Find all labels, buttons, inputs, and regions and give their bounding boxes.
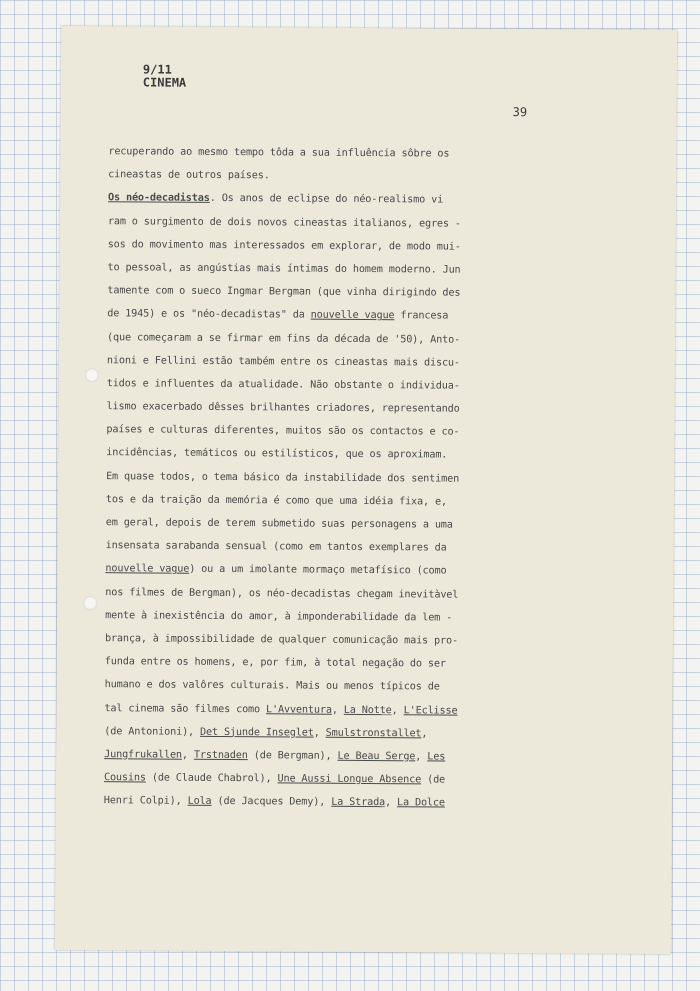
text-segment: to pessoal, as angústias mais íntimas do homem moderno. Jun — [107, 262, 461, 276]
text-segment: tal cinema são filmes como — [104, 702, 267, 715]
text-segment: , — [181, 749, 194, 761]
text-segment: , — [331, 704, 344, 716]
text-segment: (de Bergman), — [247, 750, 338, 762]
header-code: 9/11 — [142, 62, 172, 77]
underlined-text: Trstnaden — [193, 749, 248, 762]
text-line — [106, 442, 526, 468]
text-segment: recuperando ao mesmo tempo tôda a sua influência sôbre os — [108, 146, 450, 160]
text-line — [108, 140, 528, 166]
text-line — [108, 233, 528, 259]
text-segment: (de Antonioni), — [104, 725, 201, 738]
text-segment: em geral, depois de terem submetido suas personagens a uma — [105, 517, 453, 531]
text-segment: países e culturas diferentes, muitos são os contactos e co- — [106, 424, 460, 438]
text-line — [104, 743, 524, 769]
text-line — [108, 210, 528, 236]
typed-text-body — [104, 140, 529, 815]
text-line — [106, 418, 526, 444]
text-segment: funda entre os homens, e, por fim, à total negação do ser — [104, 656, 446, 670]
text-line — [105, 558, 525, 584]
text-segment: (que começaram a se firmar em fins da década de '50), Anto- — [107, 331, 461, 346]
text-segment: ram o surgimento de dois novos cineastas italianos, egres - — [107, 215, 461, 230]
text-segment: lismo exacerbado dêsses brilhantes criadores, representando — [106, 401, 460, 415]
text-segment: , — [385, 797, 398, 809]
text-segment: Henri Colpi), — [103, 795, 188, 808]
underlined-text: Le Beau Serge — [337, 750, 416, 763]
underlined-text: La Dolce — [396, 797, 445, 809]
text-segment: nioni e Fellini estão também entre os cineastas mais discu- — [106, 354, 460, 369]
text-segment: (de Jacques Demy), — [211, 796, 332, 809]
underlined-text: Les — [427, 751, 446, 763]
underlined-text: L'Avventura — [265, 703, 332, 716]
text-line — [106, 511, 526, 537]
underlined-text: nouvelle vague — [105, 563, 190, 576]
underlined-text: La Strada — [331, 797, 386, 809]
text-segment: incidências, temáticos ou estilísticos, que os aproximam. — [106, 447, 448, 462]
typed-page — [55, 26, 677, 954]
text-line — [105, 604, 525, 630]
text-segment: . Os anos de eclipse do néo-realismo vi — [209, 193, 444, 206]
underlined-text: Det Sjunde Inseglet — [200, 726, 314, 739]
text-line — [107, 279, 527, 305]
header-section: CINEMA — [142, 75, 187, 90]
punch-hole — [85, 368, 99, 382]
text-line — [107, 256, 527, 282]
underlined-text: Smulstronstallet — [325, 727, 422, 740]
text-line — [105, 650, 525, 676]
text-line — [106, 534, 526, 560]
text-segment: brança, à impossibilidade de qualquer comunicação mais pro- — [104, 633, 459, 647]
text-segment: tidos e influentes da atualidade. Não obstante o individua- — [106, 378, 460, 392]
text-segment: (de — [421, 774, 446, 786]
text-line — [105, 581, 525, 607]
underlined-text: Lola — [187, 796, 212, 808]
text-segment: , — [313, 727, 326, 739]
underlined-text: Une Aussi Longue Absence — [277, 773, 422, 786]
underlined-text: nouvelle vague — [310, 309, 395, 322]
text-segment: , — [415, 751, 428, 763]
text-segment: (de Claude Chabrol), — [145, 772, 278, 785]
text-line — [107, 303, 527, 329]
text-segment: insensata sarabanda sensual (como em tantos exemplares da — [105, 540, 447, 554]
text-segment: francesa — [394, 310, 449, 322]
text-segment: ) ou a um imolante mormaço metafísico (como — [189, 564, 447, 577]
text-segment: tamente com o sueco Ingmar Bergman (que vinha dirigindo des — [107, 285, 461, 299]
text-segment: de 1945) e os "néo-decadistas" da — [107, 308, 311, 321]
text-line — [104, 720, 524, 746]
underlined-text: Cousins — [103, 772, 146, 784]
text-line — [106, 395, 526, 421]
text-segment: , — [391, 704, 404, 716]
underlined-text: Os néo-decadistas — [107, 192, 210, 205]
underlined-text: La Notte — [343, 704, 392, 716]
text-segment: Em quase todos, o tema básico da instabilidade dos sentimen — [106, 470, 460, 485]
text-segment: humano e dos valôres culturais. Mais ou menos típicos de — [104, 679, 440, 693]
text-segment: tos e da traição da memória é como que uma idéia fixa, e, — [105, 493, 448, 508]
text-line — [104, 766, 524, 792]
text-line — [107, 372, 527, 398]
text-segment: cineastas de outros países. — [108, 169, 270, 182]
text-line — [105, 627, 525, 653]
page-header — [143, 63, 187, 89]
text-segment: sos do movimento mas interessados em explorar, de modo mui- — [107, 238, 461, 253]
text-line — [106, 465, 526, 491]
text-segment: nos filmes de Bergman), os néo-decadistas chegam inevitàvel — [105, 586, 459, 601]
text-line — [104, 697, 524, 723]
text-line — [104, 789, 524, 815]
underlined-text: L'Eclisse — [403, 704, 458, 717]
text-line — [107, 349, 527, 375]
text-line — [108, 163, 528, 189]
underlined-text: Jungfrukallen — [104, 749, 182, 761]
punch-hole — [83, 596, 97, 610]
text-line — [105, 673, 525, 699]
text-segment: , — [421, 728, 428, 740]
text-line — [107, 326, 527, 352]
text-line — [108, 187, 528, 213]
page-number: 39 — [512, 105, 528, 120]
text-line — [106, 488, 526, 514]
text-segment: mente à inexistência do amor, à imponderabilidade da lem - — [105, 609, 453, 624]
